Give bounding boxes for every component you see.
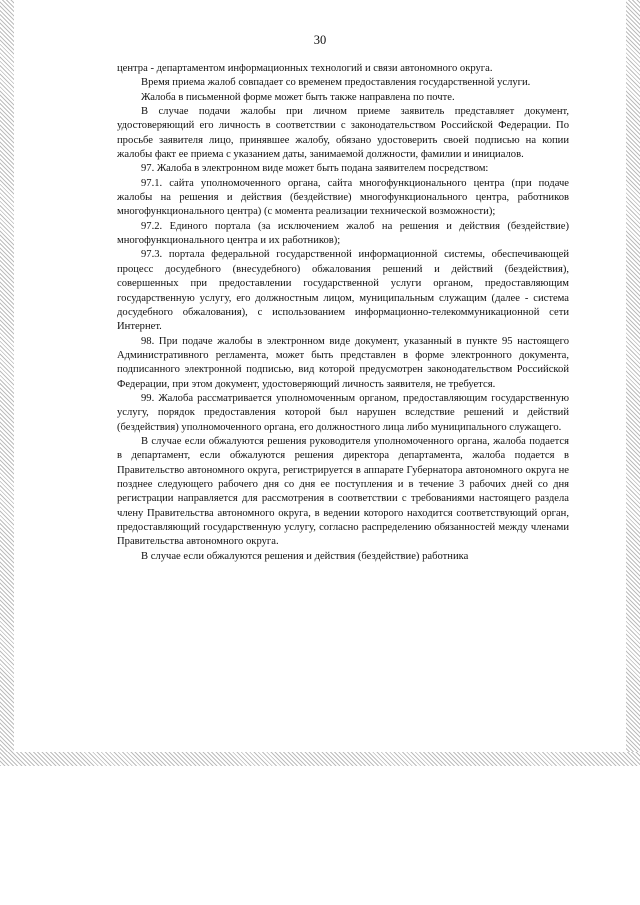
paragraph: 99. Жалоба рассматривается уполномоченным органом, предоставляющим государственную услугу, порядок предоставления которой был нарушен вследствие решений и действий (бездействия) уполномоченного органа, его должностного лица либо муниципального служащего. [117, 392, 569, 433]
scan-border-left [0, 0, 14, 762]
page-number: 30 [313, 33, 327, 47]
paragraph: Жалоба в письменной форме может быть также направлена по почте. [141, 91, 455, 103]
paragraph: Время приема жалоб совпадает со временем предоставления государственной услуги. [141, 77, 531, 89]
scan-border-right [626, 0, 640, 762]
paragraph: 97.1. сайта уполномоченного органа, сайта многофункционального центра (при подаче жалобы на решения и действия (бездействие) многофункционального центра, работников многофункционального центра) (с момента реализации технической возможности); [117, 177, 569, 218]
paragraph: 97.2. Единого портала (за исключением жалоб на решения и действия (бездействие) многофункционального центра и их работников); [117, 220, 569, 247]
paragraph: центра - департаментом информационных технологий и связи автономного округа. [117, 63, 493, 74]
paragraph: В случае если обжалуются решения руководителя уполномоченного органа, жалоба подается в департамент, если обжалуются решения директора департамента, жалоба подается в Правительство автономного округа, регистрируется в аппарате Губернатора автономного округа не позднее следующего рабочего дня со дня ее поступления и в течение 3 рабочих дней со дня регистрации направляется для рассмотрения в соответствии с требованиями настоящего раздела члену Правительства автономного округа, в ведении которого находится соответствующий орган, предоставляющий государственную услугу, согласно распределению обязанностей между членами Правительства автономного округа. [117, 435, 569, 548]
scan-border-bottom [0, 752, 640, 766]
paragraph: В случае подачи жалобы при личном приеме заявитель представляет документ, удостоверяющий его личность в соответствии с законодательством Российской Федерации. По просьбе заявителя лицо, принявшее жалобу, обязано удостоверить своей подписью на копии жалобы факт ее приема с указанием даты, занимаемой должности, фамилии и инициалов. [117, 106, 569, 161]
paragraph: 97.3. портала федеральной государственной информационной системы, обеспечивающей процесс досудебного (внесудебного) обжалования решений и действий (бездействия), совершенных при предоставлении государственной услуги органом, предоставляющим государственную услугу, его должностным лицом, муниципальным служащим (далее - система досудебного обжалования), с использованием информационно-телекоммуникационной сети Интернет. [117, 249, 569, 333]
document-page [14, 0, 626, 752]
paragraph: 98. При подаче жалобы в электронном виде документ, указанный в пункте 95 настоящего Административного регламента, может быть представлен в форме электронного документа, подписанного электронной подписью, вид которой предусмотрен законодательством Российской Федерации, при этом документ, удостоверяющий личность заявителя, не требуется. [117, 335, 569, 390]
paragraph: В случае если обжалуются решения и действия (бездействие) работника [141, 550, 469, 562]
paragraph: 97. Жалоба в электронном виде может быть подана заявителем посредством: [141, 163, 489, 175]
page-bottom-blank [0, 766, 640, 905]
body-text [117, 62, 569, 564]
